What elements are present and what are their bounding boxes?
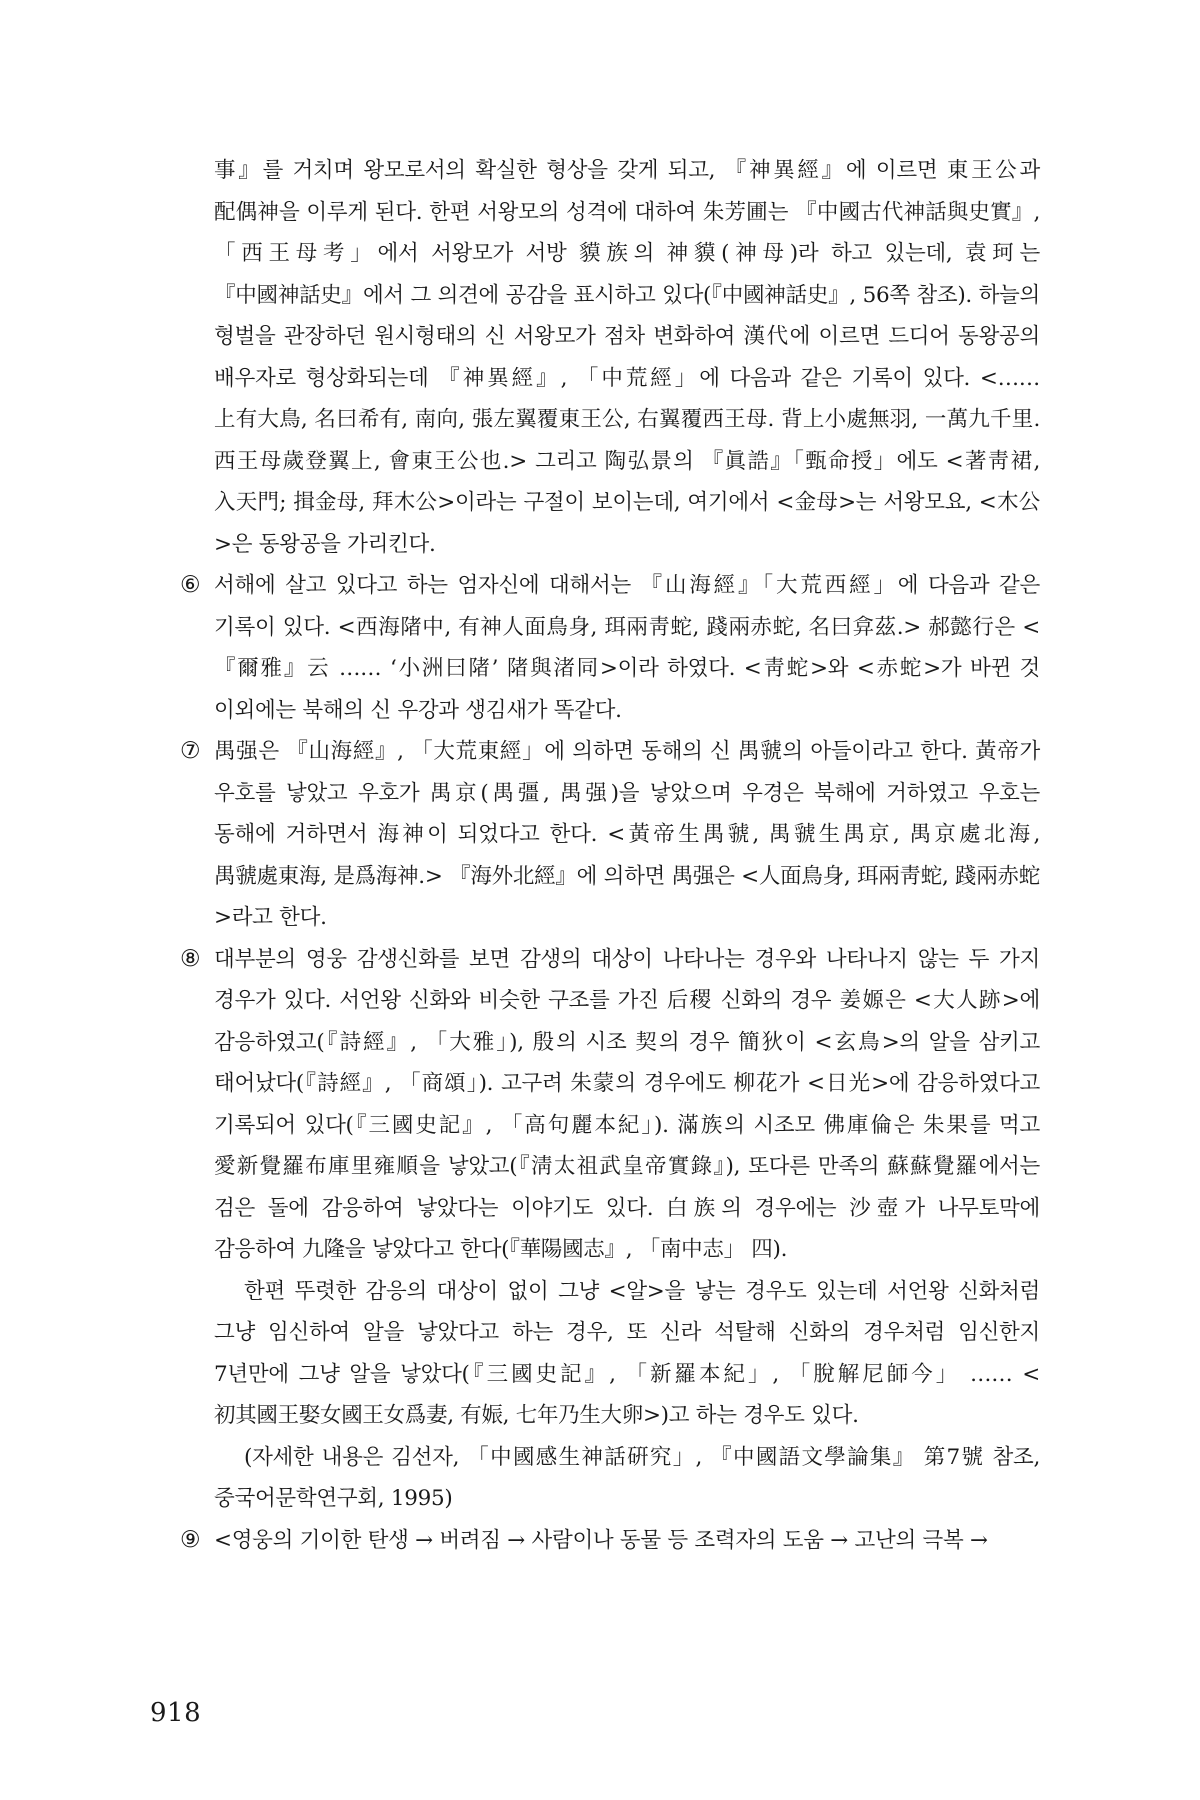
- footnote-text: 禺强은 『山海經』, 「大荒東經」에 의하면 동해의 신 禺虢의 아들이라고 한다. 黃帝가 우호를 낳았고 우호가 禺京(禺彊, 禺强)을 낳았으며 우경은 북해에 거하였고 우호는 동해에 거하면서 海神이 되었다고 한다. <黃帝生禺虢, 禺虢生禺京, 禺京處北海, 禺虢處東海, 是爲海神.> 『海外北經』에 의하면 禺强은 <人面鳥身, 珥兩靑蛇, 踐兩赤蛇>라고 한다.: [214, 739, 1040, 930]
- footnote-9: [180, 1520, 1040, 1562]
- page-number: 918: [150, 1698, 202, 1728]
- footnote-text: 대부분의 영웅 감생신화를 보면 감생의 대상이 나타나는 경우와 나타나지 않는 두 가지 경우가 있다. 서언왕 신화와 비슷한 구조를 가진 后稷 신화의 경우 姜嫄은 <大人跡>에 감응하였고(『詩經』, 「大雅」), 殷의 시조 契의 경우 簡狄이 <玄鳥>의 알을 삼키고 태어났다(『詩經』, 「商頌」). 고구려 朱蒙의 경우에도 柳花가 <日光>에 감응하였다고 기록되어 있다(『三國史記』, 「高句麗本紀」). 滿族의 시조모 佛庫倫은 朱果를 먹고 愛新覺羅布庫里雍順을 낳았고(『淸太祖武皇帝實錄』), 또다른 만족의 蘇蘇覺羅에서는 검은 돌에 감응하여 낳았다는 이야기도 있다. 白族의 경우에는 沙壺가 나무토막에 감응하여 九隆을 낳았다고 한다(『華陽國志』, 「南中志」 四).: [214, 946, 1040, 1262]
- paragraph-text: 한편 뚜렷한 감응의 대상이 없이 그냥 <알>을 낳는 경우도 있는데 서언왕 신화처럼 그냥 임신하여 알을 낳았다고 하는 경우, 또 신라 석탈해 신화의 경우처럼 임신한지 7년만에 그냥 알을 낳았다(『三國史記』, 「新羅本紀」, 「脫解尼師今」 …… <初其國王娶女國王女爲妻, 有娠, 七年乃生大卵>)고 하는 경우도 있다.: [214, 1278, 1040, 1428]
- footnote-8-continuation: [180, 1271, 1040, 1437]
- footnote-6: [180, 565, 1040, 731]
- footnote-8-reference: [180, 1437, 1040, 1520]
- footnote-marker: ⑥: [180, 572, 201, 598]
- footnote-8: [180, 939, 1040, 1271]
- paragraph-text: 事』를 거치며 왕모로서의 확실한 형상을 갖게 되고, 『神異經』에 이르면 東王公과 配偶神을 이루게 된다. 한편 서왕모의 성격에 대하여 朱芳圃는 『中國古代神話與史實』, 「西王母考」에서 서왕모가 서방 貘族의 神貘(神母)라 하고 있는데, 袁珂는 『中國神話史』에서 그 의견에 공감을 표시하고 있다(『中國神話史』, 56쪽 참조). 하늘의 형벌을 관장하던 원시형태의 신 서왕모가 점차 변화하여 漢代에 이르면 드디어 동왕공의 배우자로 형상화되는데 『神異經』, 「中荒經」에 다음과 같은 기록이 있다. <…… 上有大鳥, 名曰希有, 南向, 張左翼覆東王公, 右翼覆西王母. 背上小處無羽, 一萬九千里. 西王母歲登翼上, 會東王公也.> 그리고 陶弘景의 『眞誥』「甄命授」에도 <著靑裙, 入天門; 揖金母, 拜木公>이라는 구절이 보이는데, 여기에서 <金母>는 서왕모요, <木公>은 동왕공을 가리킨다.: [214, 158, 1040, 557]
- footnote-7: [180, 731, 1040, 939]
- note-continuation-paragraph: [180, 150, 1040, 565]
- footnote-text: <영웅의 기이한 탄생 → 버려짐 → 사람이나 동물 등 조력자의 도움 → 고난의 극복 →: [214, 1527, 988, 1553]
- footnote-marker: ⑦: [180, 738, 201, 764]
- document-body: [180, 150, 1040, 1561]
- footnote-text: 서해에 살고 있다고 하는 엄자신에 대해서는 『山海經』「大荒西經」에 다음과 같은 기록이 있다. <西海陼中, 有神人面鳥身, 珥兩靑蛇, 踐兩赤蛇, 名曰弇茲.> 郝懿行은 <『爾雅』云 …… ‘小洲曰陼’ 陼與渚同>이라 하였다. <靑蛇>와 <赤蛇>가 바뀐 것 이외에는 북해의 신 우강과 생김새가 똑같다.: [214, 573, 1040, 723]
- paragraph-text: (자세한 내용은 김선자, 「中國感生神話硏究」, 『中國語文學論集』 第7號 참조, 중국어문학연구회, 1995): [214, 1444, 1040, 1511]
- footnote-marker: ⑧: [180, 945, 201, 972]
- footnote-marker: ⑨: [180, 1526, 201, 1553]
